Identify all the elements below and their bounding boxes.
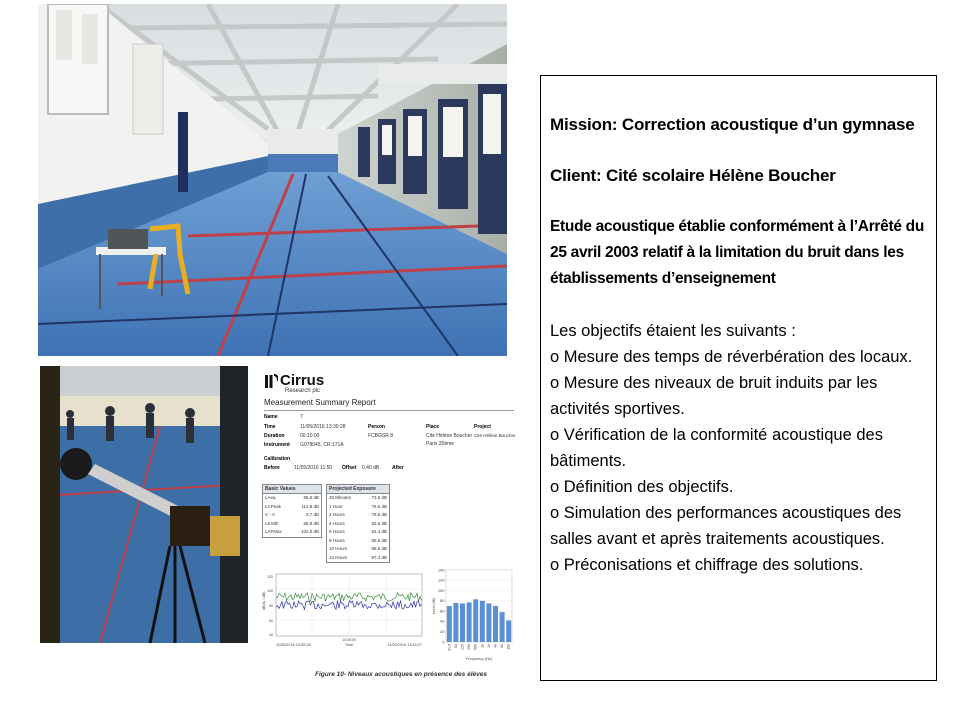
bar-x-tick: 8k (500, 644, 505, 648)
person-label: Person (368, 424, 385, 430)
basic-values-table (262, 484, 322, 538)
measurement-report (258, 370, 516, 670)
objective-item: o Simulation des performances acoustiques des salles avant et après traitements acoustiques. (550, 504, 902, 548)
table-row: 1 Hour 76,6 dB (329, 503, 387, 509)
bar-x-tick: 1k (480, 644, 485, 648)
bar-x-tick: 2k (486, 644, 491, 648)
place-value: Cité Hélène Boucher (426, 433, 473, 439)
before-value: 11/05/2016 11:50 (294, 465, 333, 471)
projected-exposure-header: Projected Exposure (327, 485, 389, 494)
offset-label: Offset (342, 465, 357, 471)
objective-item: o Mesure des niveaux de bruit induits par les activités sportives. (550, 374, 878, 418)
bar-16k (506, 620, 511, 642)
objective-item: o Mesure des temps de réverbération des locaux. (550, 348, 913, 366)
bar-x-tick: 16k (506, 644, 511, 650)
table-row: 4 Hours 82,6 dB (329, 520, 387, 526)
objectives-intro: Les objectifs étaient les suivants : (550, 322, 796, 340)
project-label: Project (474, 424, 491, 430)
y-tick: 80 (269, 604, 273, 608)
gymnasium-photo (38, 4, 507, 356)
person-value: FCBGSR 8 (368, 433, 394, 439)
time-label: Time (264, 424, 276, 430)
bar-8k (500, 612, 505, 642)
bar-1k (480, 601, 485, 642)
report-logo: Cirrus (280, 372, 325, 389)
bar-31.5 (447, 606, 452, 642)
time-history-chart (262, 570, 428, 655)
figure-caption: Figure 10- Niveaux acoustiques en présence des élèves (315, 671, 487, 678)
project-value: Cité Hélène Boucher (474, 433, 516, 438)
report-logo-sub: Research plc (285, 388, 321, 394)
name-label: Name (264, 414, 278, 420)
time-value: 11/05/2016 13:30:28 (300, 424, 346, 430)
x-end-label: 11/05/2016 13:40:27 (387, 643, 422, 647)
y-tick: 40 (269, 633, 273, 637)
duration-value: 00:10:00 (300, 433, 320, 439)
table-row: LEX8h 68,8 dB (265, 520, 319, 526)
y-tick: 100 (267, 589, 273, 593)
table-row: LAFMax 102,5 dB (265, 529, 319, 534)
bar-y-tick: 0 (442, 639, 445, 645)
duration-label: Duration (264, 433, 285, 439)
bar-63 (453, 603, 458, 642)
instrument-label: Instrument (264, 442, 290, 448)
mission-title: Mission: Correction acoustique d’un gymnase (550, 115, 915, 134)
name-value: 7 (300, 414, 303, 420)
cirrus-logo-icon (264, 374, 278, 388)
report-title: Measurement Summary Report (264, 398, 376, 407)
bar-x-tick: 250 (467, 644, 472, 650)
bar-500 (473, 599, 478, 642)
objective-item: o Préconisations et chiffrage des solutions. (550, 556, 864, 574)
x-mid-label: 13:35:00 (342, 638, 356, 642)
bar-2k (486, 603, 491, 642)
sound-meter-photo (40, 366, 248, 643)
bar-x-tick: 500 (473, 644, 478, 650)
basic-values-header: Basic Values (263, 485, 321, 494)
bar-y-tick: 100 (437, 587, 445, 593)
table-row: LCPeak 112,8 dB (265, 503, 319, 509)
bar-250 (467, 602, 472, 642)
report-divider (264, 410, 514, 411)
bar-x-tick: 125 (460, 644, 465, 650)
bar-y-tick: 80 (440, 598, 445, 604)
x-start-label: 11/05/2016 13:30:28 (276, 643, 311, 647)
study-description: Etude acoustique établie conformément à l’Arrêté du 25 avril 2003 relatif à la limitation du bruit dans les établissements d’enseignement (550, 218, 925, 287)
place-value-2: Paris 20ème (426, 441, 455, 447)
bar-y-tick: 40 (440, 618, 445, 624)
before-label: Before (264, 465, 280, 471)
bar-y-tick: 20 (440, 629, 445, 635)
bar-125 (460, 603, 465, 642)
bar-y-tick: 60 (440, 608, 445, 614)
objective-item: o Définition des objectifs. (550, 478, 734, 496)
bar-x-tick: 4k (493, 644, 498, 648)
table-row: 10 Hours 86,6 dB (329, 546, 387, 551)
bar-x-tick: 31.5 (447, 644, 452, 651)
client-name: Client: Cité scolaire Hélène Boucher (550, 166, 836, 185)
bar-y-tick: 140 (437, 567, 445, 573)
y-tick: 120 (267, 575, 273, 579)
table-row: 30 Minutes 73,6 dB (329, 495, 387, 500)
table-row: C - A 0,7 dB (265, 512, 319, 517)
place-label: Place (426, 424, 440, 430)
bar-y-tick: 120 (437, 577, 445, 583)
frequency-bar-chart (428, 566, 516, 662)
instrument-value: G078045, CR:171A (300, 442, 344, 448)
bar-y-axis-label: Level (dB) (432, 597, 436, 615)
offset-value: 0,40 dB (362, 465, 380, 471)
mission-description-box (540, 75, 937, 681)
calibration-label: Calibration (264, 456, 291, 462)
y-tick: 60 (269, 619, 273, 623)
bar-x-tick: 63 (453, 644, 458, 648)
projected-exposure-table (326, 484, 390, 563)
table-row: 6 Hours 84,4 dB (329, 529, 387, 534)
x-axis-label: Time (344, 643, 354, 647)
table-row: 12 Hours 87,4 dB (329, 554, 387, 560)
table-row: LAeq 85,6 dB (265, 495, 319, 500)
bar-4k (493, 606, 498, 642)
bar-x-axis-label: Frequency (Hz) (465, 657, 493, 661)
objective-item: o Vérification de la conformité acoustique des bâtiments. (550, 426, 883, 470)
after-label: After (392, 465, 404, 471)
table-row: 8 Hours 85,6 dB (329, 537, 387, 543)
y-axis-label: dB(A) / (dB) (262, 591, 266, 610)
table-row: 2 Hours 79,6 dB (329, 512, 387, 517)
